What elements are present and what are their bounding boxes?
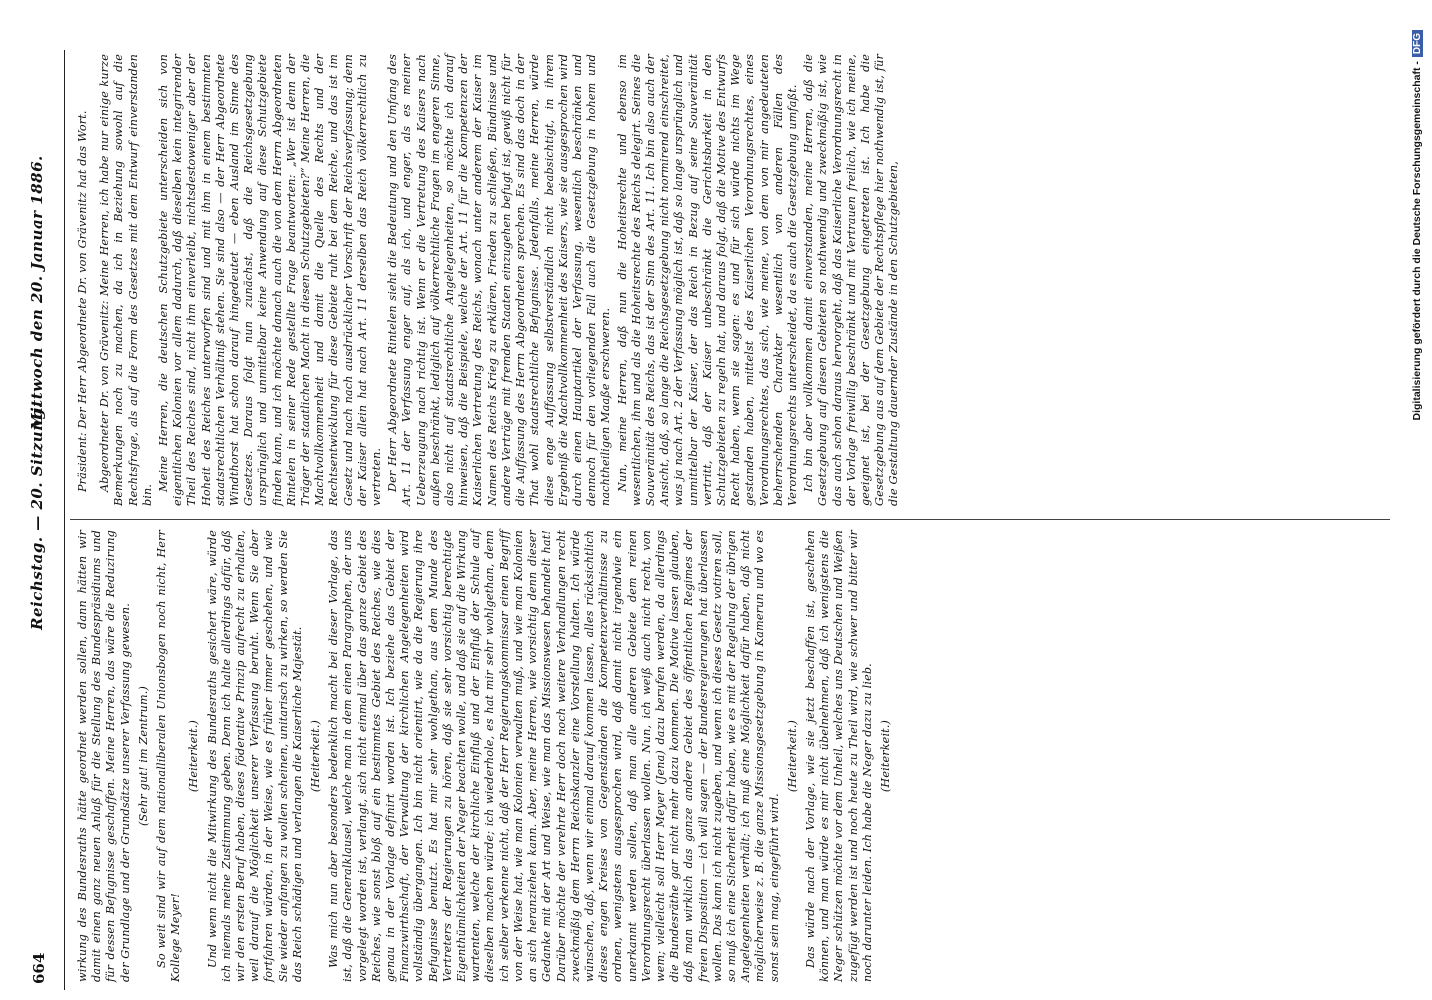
left-column (76, 530, 897, 982)
interjection: (Heiterkeit.) (309, 719, 323, 793)
interjection: (Heiterkeit.) (785, 719, 799, 793)
digitization-note (1408, 0, 1430, 1000)
paragraph: Der Herr Abgeordnete Rintelen sieht die Bedeutung und den Umfang des Art. 11 der Verfassung enger auf, als ich, und enger, als es meiner Ueberzeugung nach richtig ist. Wenn er die Vertretung des Kaisers nach außen beschränkt, lediglich auf völkerrechtliche Fragen im engeren Sinne, also nicht auf staatsrechtliche Angelegenheiten, so möchte ich darauf hinweisen, daß die Beispiele, welche der Art. 11 für die Kompetenzen der Kaiserlichen Vertretung des Reichs, wonach unter anderem der Kaiser im Namen des Reichs Krieg zu erklären, Frieden zu schließen, Bündnisse und andere Verträge mit fremden Staaten einzugehen befugt ist, gewiß nicht für die Auffassung des Herrn Abgeordneten sprechen. Es sind das doch in der That wohl staatsrechtliche Befugnisse. Jedenfalls, meine Herren, würde diese enge Auffassung selbstverständlich nicht beabsichtigt, in ihrem Ergebniß die Machtvollkommenheit des Kaisers, wie sie ausgesprochen wird durch einen Hauptartikel der Verfassung, wesentlich beschränken und dennoch für den vorliegenden Fall auch die Gesetzgebung in hohem und nachtheiligen Maaße erschweren. (386, 54, 613, 506)
paragraph: wirkung des Bundesraths hätte geordnet werden sollen, dann hätten wir damit einen ganz neuen Anlaß für die Stellung des Bundespräsidiums und für dessen Befugnisse geschaffen. Meine Herren, das wäre die Reduzirung der Grundlage und der Grundsätze unserer Verfassung gewesen. (76, 530, 132, 982)
paragraph: Präsident: Der Herr Abgeordnete Dr. von Grävenitz hat das Wort. (76, 110, 89, 492)
column-divider (70, 519, 1390, 520)
interjection: (Heiterkeit.) (878, 719, 892, 793)
rotated-sheet (18, 20, 1398, 990)
dfg-logo: DFG (1412, 30, 1423, 57)
page-number: 664 (30, 952, 48, 984)
paragraph: Ich bin aber vollkommen damit einverstanden, meine Herren, daß die Gesetzgebung auf diesen Gebieten so nothwendig und zweckmäßig ist, wie das auch schon daraus hervorgeht, daß das Kaiserliche Verordnungsrecht in der Vorlage freiwillig beschränkt und mit Vertrauen freilich, wie ich meine, geeignet ist, bei der Gesetzgebung eingetreten ist. Ich habe die Gesetzgebung aus auf dem Gebiete der Rechtspflege hier nothwendig ist, für die Gestaltung dauernder Zustände in den Schutzgebieten, (802, 54, 901, 506)
paragraph: Nun, meine Herren, daß nun die Hoheitsrechte und ebenso im wesentlichen, ihm und als die Hoheitsrechte des Reichs delegirt. Seines die Souveränität des Reichs, das ist der Sinn des Art. 11. Ich bin also auch der Ansicht, daß, so lange die Reichsgesetzgebung nicht normirend einschreitet, was ja nach Art. 2 der Verfassung möglich ist, daß so lange ursprünglich und unmittelbar der Kaiser, der das Reich in Bezug auf seine Souveränität vertritt, daß der Kaiser unbeschränkt die Gerichtsbarkeit in den Schutzgebieten zu regeln hat, und daraus folgt, daß die Motive des Entwurfs Recht haben, wenn sie sagen: es und für sich würde nichts im Wege gestanden haben, mittelst des Kaiserlichen Verordnungsrechtes, eines Verordnungsrechtes, das sich, wie meine, von dem von mir angedeuteten beherrschenden Charakter wesentlich von anderen Fällen des Verordnungsrechts unterscheidet, da es auch die Gesetzgebung umfaßt. (615, 54, 799, 506)
interjection: (Heiterkeit.) (187, 719, 201, 793)
paragraph: Was mich nun aber besonders bedenklich macht bei dieser Vorlage, das ist, daß die Generalklausel, welche man in dem einen Paragraphen, der uns vorgelegt worden ist, verlangt, sich nicht einmal über das ganze Gebiet des Reiches, wie sonst bloß auf ein bestimmtes Gebiet des Reiches, wie dies genau in der Vorlage definirt worden ist. Ich beziehe das Gebiet der Finanzwirthschaft, der Verwaltung der kirchlichen Angelegenheiten wird vollständig übergangen. Ich bin nicht orientirt, wie da die Regierung ihre Befugnisse benutzt. Es hat mir sehr wohlgethan, aus dem Munde des Vertreters der Regierungen zu hören, daß sie sehr vorsichtig berechtigte Eigenthümlichkeiten der Neger beachten wolle, und daß sie auf die Wirkung wartenten, welche der kirchliche Einfluß und der Einfluß der Schule auf dieselben machen würde; ich wiederhole, es hat mir sehr wohlgethan, denn ich selber verkenne nicht, daß der Herr Regierungskommissar einen Begriff von der Weise hat, wie man Kolonien verwalten muß, und wie man Kolonien an sich heranziehen kann. Aber, meine Herren, wie vorsichtig denn dieser Gedanke mit der Art und Weise, wie man das Missionswesen behandelt hat! Darüber möchte der verehrte Herr doch noch weitere Verhandlungen recht zweckmäßig dem Herrn Reichskanzler eine Vorstellung halten. Ich würde wünschen, daß, wenn wir einmal darauf kommen lassen, alles rücksichtlich dieses engen Kreises von Gegenständen die Kompetenzverhältnisse zu ordnen, wenigstens ausgesprochen wird, daß damit nicht irgendwie ein unerkannt werden sollen, daß man alle anderen Gebiete dem reinen Verordnungsrecht überlassen wollen. Nun, ich weiß auch nicht recht, von wem; vielleicht soll Herr Meyer (Jena) dazu berufen werden, da allerdings die Bundesräthe gar nicht mehr dazu kommen. Die Motive lassen glauben, daß man wirklich das ganze andere Gebiet des öffentlichen Regimes der freien Disposition — ich will sagen — der Bundesregierungen hat überlassen wollen. Das kann ich nicht zugeben, und wenn ich dieses Gesetz votiren soll, so muß ich eine Sicherheit dafür haben, wie es mit der Regelung der übrigen Angelegenheiten verhält; ich muß eine Möglichkeit dafür haben, daß nicht möglicherweise z. B. die ganze Missionsgesetzgebung in Kamerun und wo es sonst sein mag, eingeführt wird. (327, 530, 781, 982)
digitization-text: Digitalisierung gefördert durch die Deutsche Forschungsgemeinschaft - (1411, 61, 1423, 421)
interjection: (Sehr gut! im Zentrum.) (136, 685, 150, 827)
right-column (76, 54, 904, 506)
header-date: Mittwoch den 20. Januar 1886. (28, 155, 46, 430)
paragraph: Abgeordneter Dr. von Grävenitz: Meine Herren, ich habe nur einige kurze Bemerkungen noch zu machen, da ich in Beziehung sowohl auf die Rechtsfrage, als auf die Form des Gesetzes mit dem Entwurf einverstanden bin. (98, 54, 154, 506)
paragraph: Und wenn nicht die Mitwirkung des Bundesraths gesichert wäre, würde ich niemals meine Zustimmung geben. Denn ich halte allerdings dafür, daß wir den ersten Beruf haben, dieses föderative Prinzip aufrecht zu erhalten, weil darauf die Möglichkeit unserer Verfassung beruht. Wenn Sie aber fortfahren würden, in der Weise, wie es früher immer geschehen, und wie Sie wieder anfangen zu wollen scheinen, unitarisch zu wirken, so werden Sie das Reich schädigen und verlangen die Kaiserliche Majestät. (205, 530, 304, 982)
page-header (18, 50, 65, 990)
paragraph: Meine Herren, die deutschen Schutzgebiete unterscheiden sich von eigentlichen Kolonien vor allem dadurch, daß dieselben kein integrirender Theil des Reiches sind, nicht ihm einverleibt, nichtsdestoweniger aber der Hoheit des Reiches unterworfen sind und mit ihm in einem bestimmten staatsrechtlichen Verhältniß stehen. Sie sind also — der Herr Abgeordnete Windthorst hat schon darauf hingedeutet — eben Ausland im Sinne des Gesetzes. Daraus folgt nun zunächst, daß die Reichsgesetzgebung ursprünglich und unmittelbar keine Anwendung auf diese Schutzgebiete finden kann, und ich möchte danach auch die von dem Herrn Abgeordneten Rintelen in seiner Rede gestellte Frage beantworten: „Wer ist denn der Träger der staatlichen Macht in diesen Schutzgebieten?“ Meine Herren, die Machtvollkommenheit und damit die Quelle des Rechts und der Rechtsentwicklung für diese Gebiete ruht bei dem Reiche, und das ist im Gesetz und nach nach ausdrücklicher Vorschrift der Reichsverfassung; denn der Kaiser allein hat nach Art. 11 derselben das Reich völkerrechtlich zu vertreten. (157, 54, 384, 506)
paragraph: So weit sind wir auf dem nationalliberalen Unionsbogen noch nicht, Herr Kollege Meyer! (155, 530, 183, 982)
header-title: Reichstag. — 20. Sitzung. (28, 402, 46, 630)
paragraph: Das würde nach der Vorlage, wie sie jetzt beschaffen ist, geschehen können, und man würde es mir nicht übelnehmen, daß ich wenigstens die Neger schützen möchte vor dem Unheil, welches uns Deutschen und Weißen zugefügt werden ist und noch heute zu Theil wird, wie schwer und bitter wir noch darunter leiden. Ich habe die Neger dazu zu lieb. (803, 530, 874, 982)
